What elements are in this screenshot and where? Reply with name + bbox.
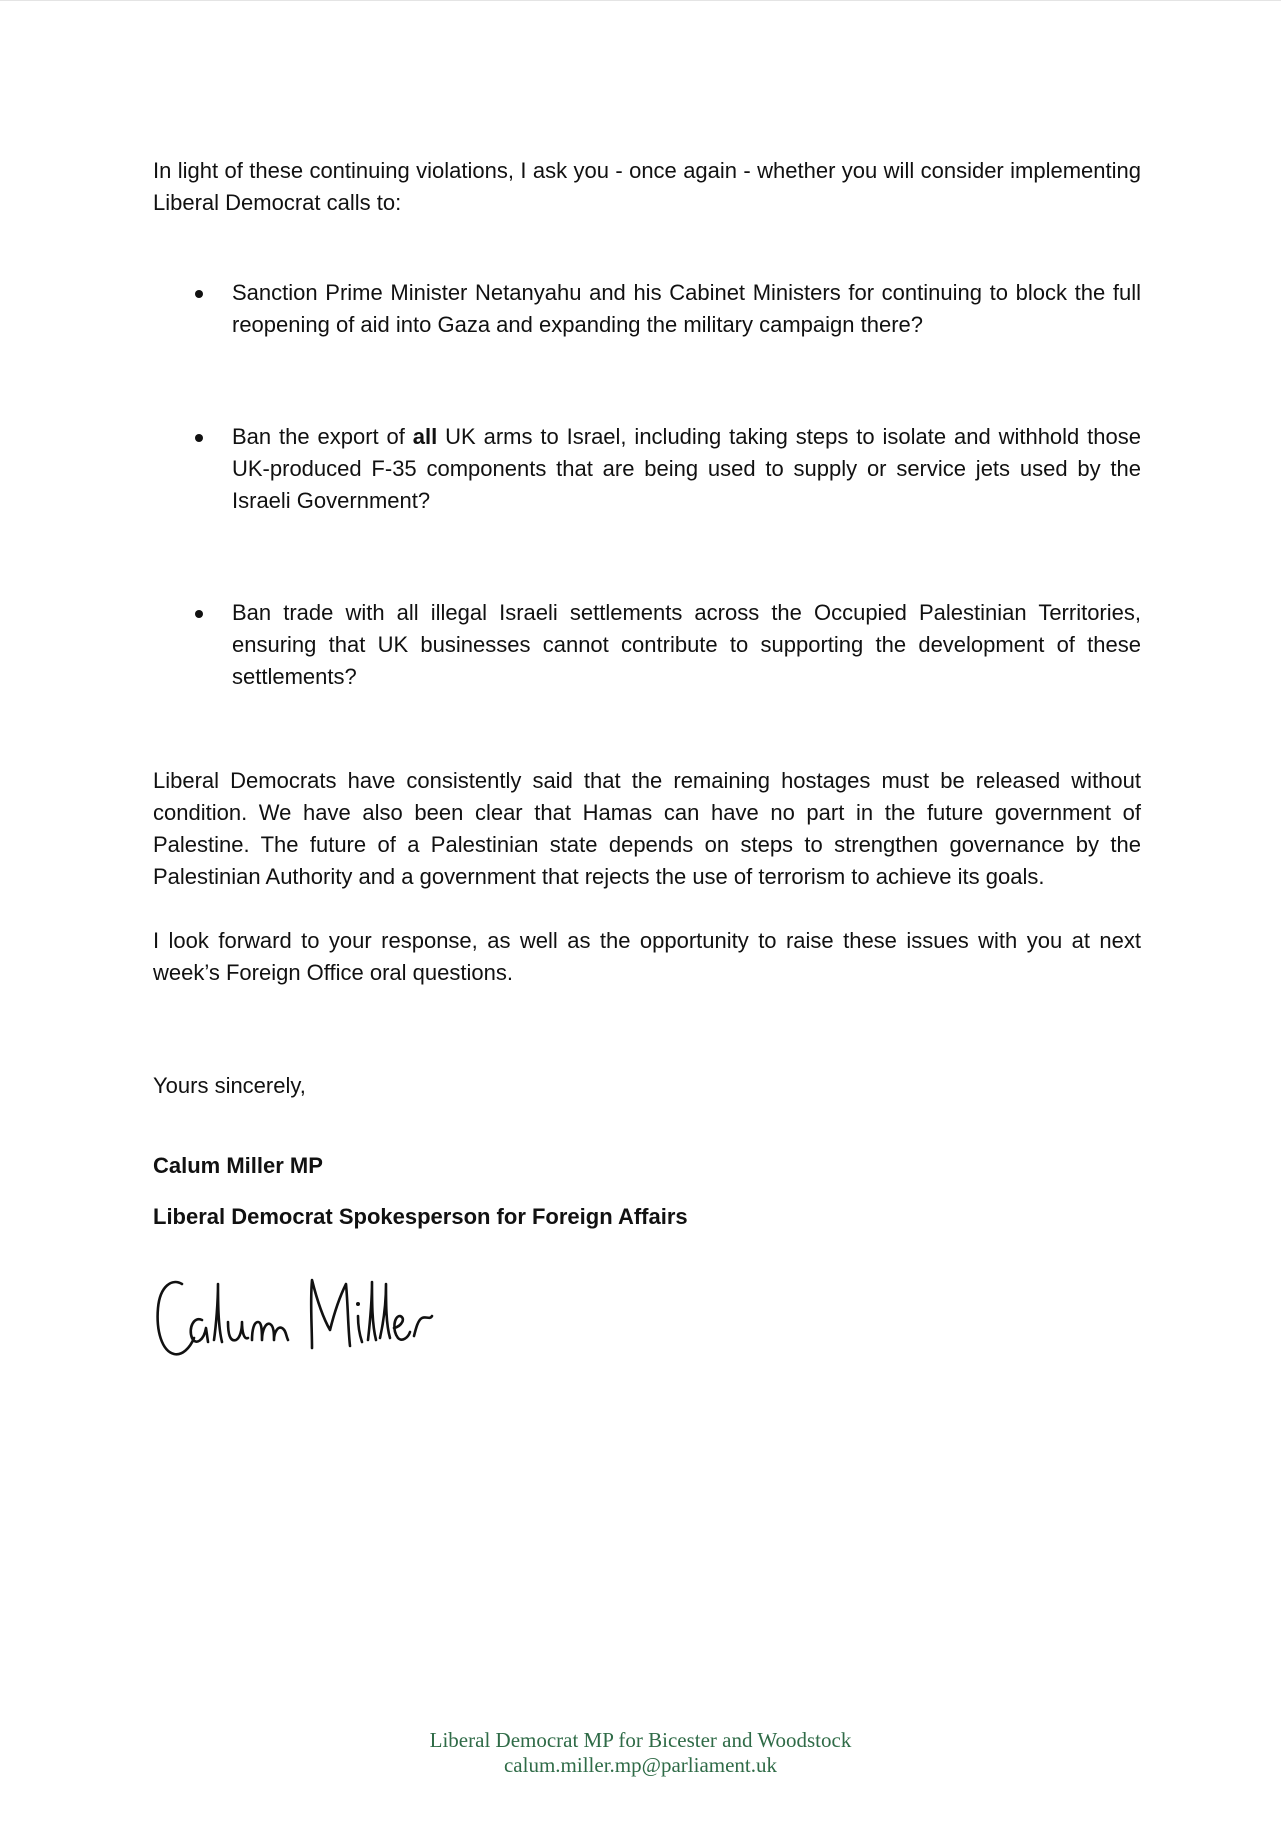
sign-off: Yours sincerely, xyxy=(153,1073,306,1098)
bullet-text: Ban trade with all illegal Israeli settlements across the Occupied Palestinian Territories, ensuring that UK businesses cannot contribute to supporting the development of these settlements? xyxy=(232,600,1141,689)
signatory-role: Liberal Democrat Spokesperson for Foreign Affairs xyxy=(153,1204,688,1229)
bullet-icon xyxy=(195,434,203,442)
handwritten-signature xyxy=(150,1256,490,1376)
closing-paragraph: I look forward to your response, as well as the opportunity to raise these issues with you at next week’s Foreign Office oral questions. xyxy=(153,928,1141,985)
bullet-icon xyxy=(195,610,203,618)
hostages-paragraph: Liberal Democrats have consistently said that the remaining hostages must be released without condition. We have also been clear that Hamas can have no part in the future government of Palestine. The future of a Palestinian state depends on steps to strengthen governance by the Palestinian Authority and a government that rejects the use of terrorism to achieve its goals. xyxy=(153,768,1141,889)
letterhead-footer xyxy=(0,1728,1281,1778)
intro-paragraph: In light of these continuing violations, I ask you - once again - whether you will consider implementing Liberal Democrat calls to: xyxy=(153,158,1141,215)
bullet-text-suffix: UK arms to Israel, including taking steps to isolate and withhold those UK-produced F-35 components that are being used to supply or service jets used by the Israeli Government? xyxy=(232,424,1141,513)
bullet-icon xyxy=(195,290,203,298)
bullet-text-prefix: Ban the export of xyxy=(232,424,413,449)
bullet-text-emphasis: all xyxy=(412,424,438,449)
footer-email[interactable]: calum.miller.mp@parliament.uk xyxy=(503,1753,778,1777)
bullet-text xyxy=(232,421,1141,517)
bullet-text: Sanction Prime Minister Netanyahu and his Cabinet Ministers for continuing to block the full reopening of aid into Gaza and expanding the military campaign there? xyxy=(232,280,1141,337)
signature-dot xyxy=(356,1302,360,1306)
footer-mp-title: Liberal Democrat MP for Bicester and Woodstock xyxy=(429,1728,852,1752)
signatory-name: Calum Miller MP xyxy=(153,1153,323,1178)
